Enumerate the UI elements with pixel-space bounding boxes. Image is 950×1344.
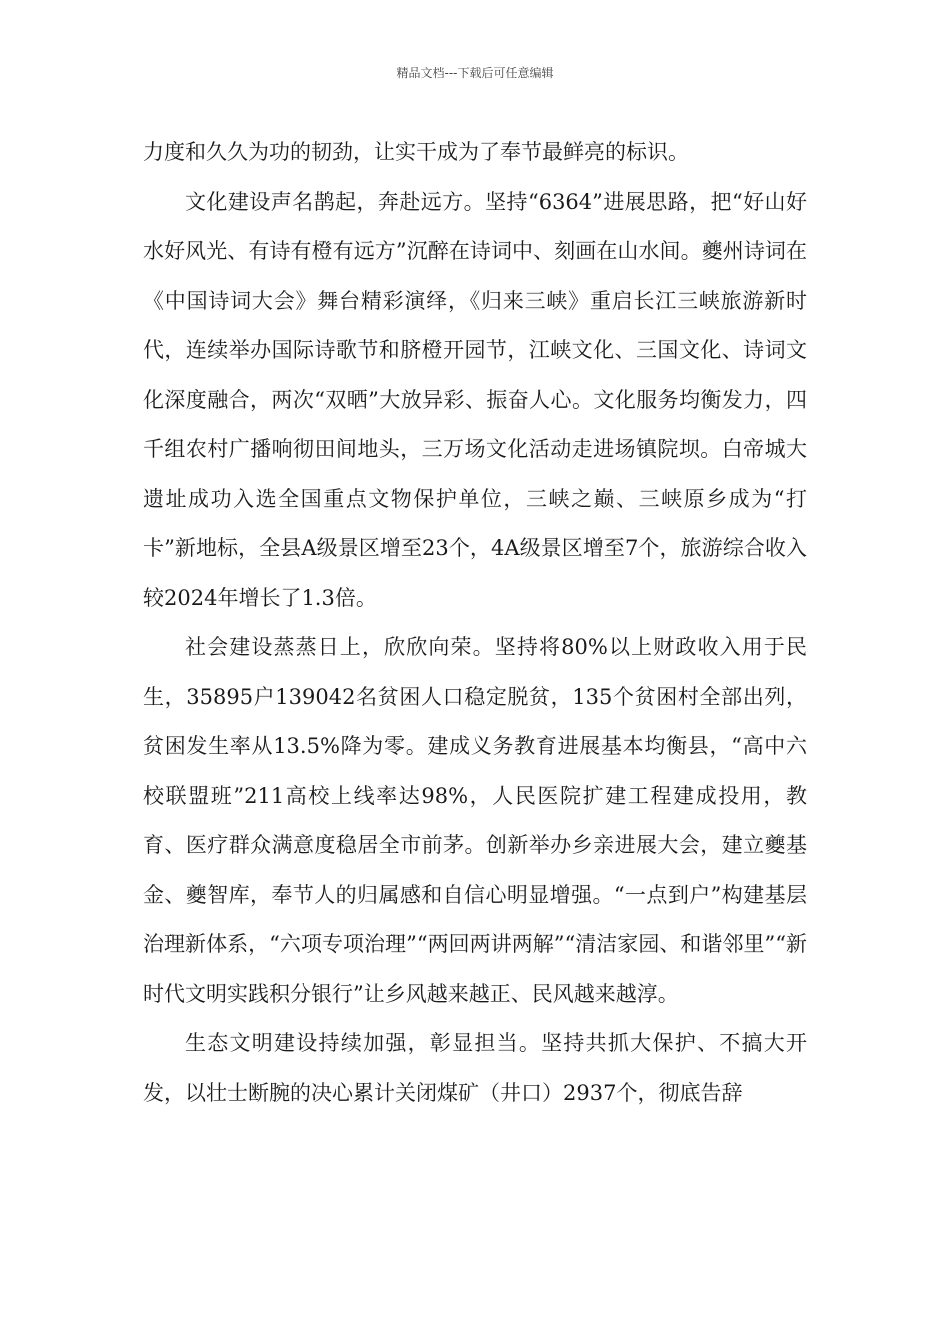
document-body <box>143 128 807 1118</box>
paragraph-society: 社会建设蒸蒸日上，欣欣向荣。坚持将80%以上财政收入用于民生，35895户139042名贫困人口稳定脱贫，135个贫困村全部出列，贫困发生率从13.5%降为零。建成义务教育进展基本均衡县，“高中六校联盟班”211高校上线率达98%，人民医院扩建工程建成投用，教育、医疗群众满意度稳居全市前茅。创新举办乡亲进展大会，建立夔基金、夔智库，奉节人的归属感和自信心明显增强。“一点到户”构建基层治理新体系，“六项专项治理”“两回两讲两解”“清洁家园、和谐邻里”“新时代文明实践积分银行”让乡风越来越正、民风越来越淳。 <box>143 635 807 1006</box>
paragraph-continuation: 力度和久久为功的韧劲，让实干成为了奉节最鲜亮的标识。 <box>143 140 689 164</box>
paragraph-ecology: 生态文明建设持续加强，彰显担当。坚持共抓大保护、不搞大开发，以壮士断腕的决心累计关闭煤矿（井口）2937个，彻底告辞 <box>143 1031 807 1105</box>
page-header: 精品文档---下载后可任意编辑 <box>396 66 554 80</box>
paragraph-culture: 文化建设声名鹊起，奔赴远方。坚持“6364”进展思路，把“好山好水好风光、有诗有橙有远方”沉醉在诗词中、刻画在山水间。夔州诗词在《中国诗词大会》舞台精彩演绎，《归来三峡》重启长江三峡旅游新时代，连续举办国际诗歌节和脐橙开园节，江峡文化、三国文化、诗词文化深度融合，两次“双晒”大放异彩、振奋人心。文化服务均衡发力，四千组农村广播响彻田间地头，三万场文化活动走进场镇院坝。白帝城大遗址成功入选全国重点文物保护单位，三峡之巅、三峡原乡成为“打卡”新地标，全县A级景区增至23个，4A级景区增至7个，旅游综合收入较2024年增长了1.3倍。 <box>143 189 807 610</box>
